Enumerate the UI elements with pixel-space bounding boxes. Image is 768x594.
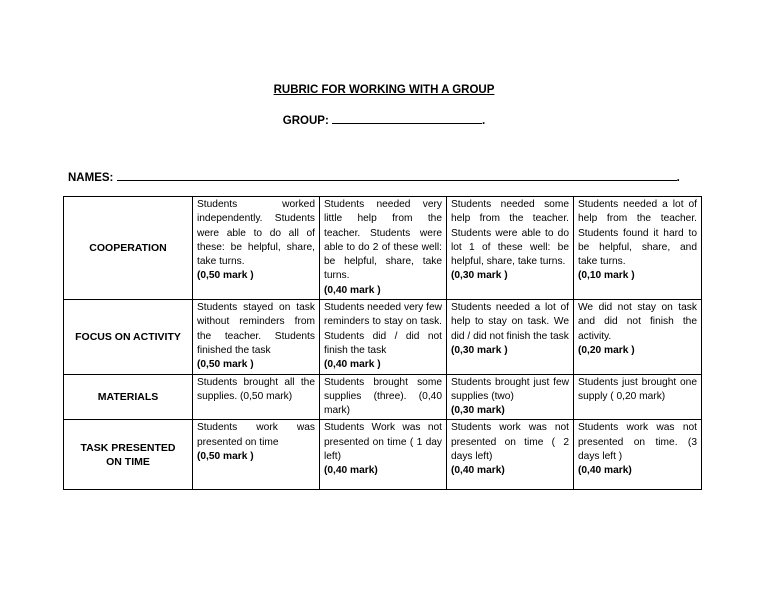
cell-mark: (0,10 mark ) <box>578 270 635 282</box>
rubric-cell <box>447 197 574 300</box>
rubric-cell <box>447 420 574 490</box>
cell-text: Students needed very little help from the teacher. Students were able to do 2 of these well: be helpful, share, take turns. <box>324 199 442 282</box>
criterion-cell: TASK PRESENTED ON TIME <box>64 420 193 490</box>
rubric-cell <box>193 300 320 374</box>
cell-mark: (0,20 mark ) <box>578 344 635 356</box>
cell-text: Students work was not presented on time. (3 days left ) <box>578 422 697 463</box>
cell-mark: (0,40 mark) <box>324 465 378 477</box>
group-blank-line <box>332 113 482 124</box>
cell-mark: (0,50 mark ) <box>197 270 254 282</box>
cell-mark: (0,50 mark ) <box>197 451 254 463</box>
cell-mark: (0,40 mark) <box>578 465 632 477</box>
rubric-cell <box>447 374 574 420</box>
rubric-cell <box>193 420 320 490</box>
cell-mark: (0,30 mark) <box>451 405 505 417</box>
cell-text: Students Work was not presented on time ( 1 day left) <box>324 422 442 463</box>
cell-text: Students needed some help from the teacher. Students were able to do lot 1 of these well: be helpful, share, take turns. <box>451 199 569 268</box>
table-row <box>64 300 702 374</box>
rubric-cell <box>574 300 702 374</box>
cell-mark: (0,50 mark ) <box>197 359 254 371</box>
cell-text: Students stayed on task without reminders from the teacher. Students finished the task <box>197 302 315 356</box>
names-label: NAMES: <box>68 172 114 184</box>
cell-mark: (0,30 mark ) <box>451 270 508 282</box>
rubric-cell <box>193 197 320 300</box>
cell-mark: (0,40 mark ) <box>324 359 381 371</box>
cell-text: Students brought all the supplies. (0,50 mark) <box>197 376 315 402</box>
table-row <box>64 197 702 300</box>
rubric-cell <box>574 374 702 420</box>
cell-text: Students needed a lot of help to stay on task. We did / did not finish the task <box>451 302 569 342</box>
document-title: RUBRIC FOR WORKING WITH A GROUP <box>273 84 495 96</box>
cell-text: Students brought just few supplies (two) <box>451 376 569 402</box>
rubric-cell <box>320 420 447 490</box>
cell-text: We did not stay on task and did not finish the activity. <box>578 302 697 342</box>
rubric-cell <box>193 374 320 420</box>
rubric-cell <box>574 420 702 490</box>
criterion-cell: MATERIALS <box>64 374 193 420</box>
rubric-cell <box>574 197 702 300</box>
cell-mark: (0,40 mark) <box>451 465 505 477</box>
rubric-cell <box>447 300 574 374</box>
cell-text: Students brought some supplies (three). (0,40 mark) <box>324 376 442 417</box>
cell-text: Students just brought one supply ( 0,20 mark) <box>578 376 697 402</box>
group-end: . <box>482 115 486 127</box>
rubric-cell <box>320 197 447 300</box>
names-blank-line <box>117 170 677 181</box>
names-line <box>68 170 688 184</box>
cell-text: Students work was not presented on time ( 2 days left) <box>451 422 569 463</box>
rubric-table <box>63 196 702 490</box>
table-row <box>64 420 702 490</box>
cell-text: Students needed a lot of help from the teacher. Students found it hard to be helpful, share, and take turns. <box>578 199 697 268</box>
cell-mark: (0,40 mark ) <box>324 284 381 296</box>
cell-text: Students work was presented on time <box>197 422 315 448</box>
criterion-cell: COOPERATION <box>64 197 193 300</box>
group-line <box>0 113 768 127</box>
cell-mark: (0,30 mark ) <box>451 344 508 356</box>
rubric-cell <box>320 300 447 374</box>
names-end: . <box>676 172 680 184</box>
group-label: GROUP: <box>282 115 329 127</box>
cell-text: Students worked independently. Students were able to do all of these: be helpful, share, take turns. <box>197 199 315 268</box>
criterion-cell: FOCUS ON ACTIVITY <box>64 300 193 374</box>
table-row <box>64 374 702 420</box>
rubric-cell <box>320 374 447 420</box>
cell-text: Students needed very few reminders to stay on task. Students did / did not finish the task <box>324 302 442 356</box>
